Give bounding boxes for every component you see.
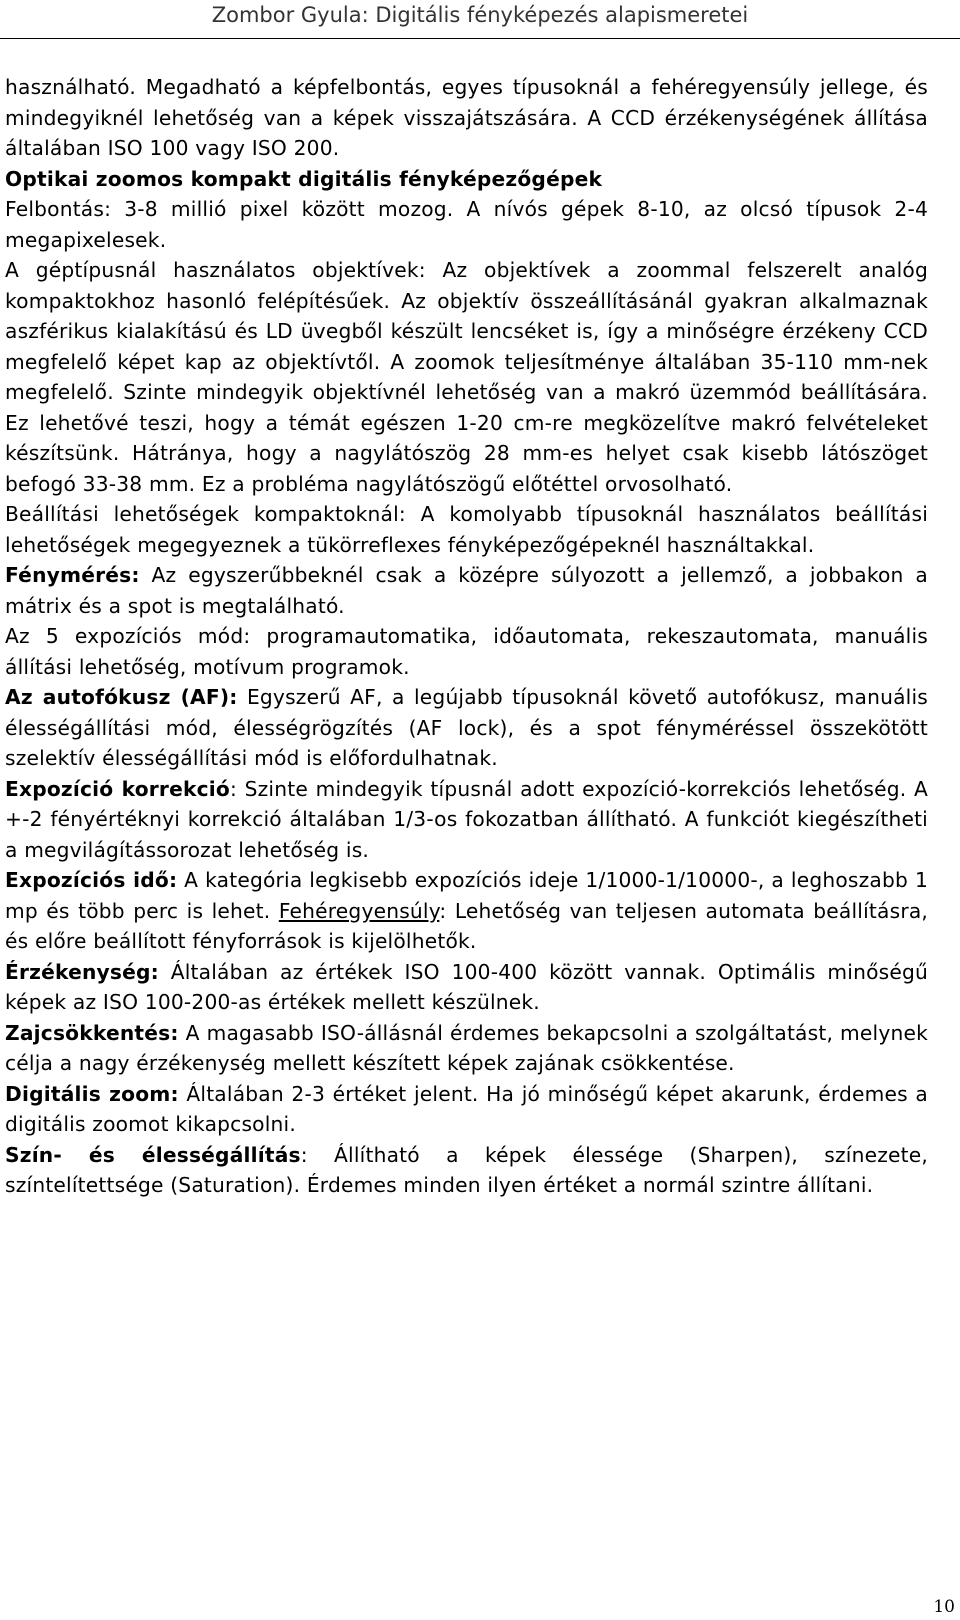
paragraph-text: Beállítási lehetőségek kompaktoknál: A komolyabb típusoknál használatos beállítási lehetőségek megegyeznek a tükörreflexes fényképezőgépeknél használtakkal.: [5, 502, 928, 557]
term-label: Expozíció korrekció: [5, 776, 230, 801]
paragraph: [5, 1018, 928, 1079]
paragraph: [5, 774, 928, 866]
paragraph-text: : Lehetőség van teljesen automata beállításra, és előre beállított fényforrások is kijelölhetők.: [5, 898, 929, 953]
paragraph-text: Általában 2-3 értéket jelent. Ha jó minőségű képet akarunk, érdemes a digitális zoomot kikapcsolni.: [5, 1081, 928, 1136]
paragraph-text: használható. Megadható a képfelbontás, egyes típusoknál a fehéregyensúly jellege, és mindegyiknél lehetőség van a képek visszajátszására. A CCD érzékenységének állítása általában ISO 100 vagy ISO 200.: [5, 75, 928, 160]
term-label: Digitális zoom:: [5, 1081, 179, 1106]
paragraph: [5, 957, 928, 1018]
paragraph-text: Az egyszerűbbeknél csak a középre súlyozott a jellemző, a jobbakon a mátrix és a spot is megtalálható.: [5, 563, 928, 618]
term-label: Fénymérés:: [5, 563, 140, 587]
paragraph: [5, 1140, 928, 1201]
paragraph-text: : Szinte mindegyik típusnál adott expozíció-korrekciós lehetőség. A +-2 fényértéknyi korrekció általában 1/3-os fokozatban állítható. A funkciót kiegészítheti a megvilágítássorozat lehetőség is.: [5, 776, 928, 862]
paragraph: [5, 255, 928, 499]
term-label: Az autofókusz (AF):: [5, 685, 238, 709]
paragraph-text: : Állítható a képek élessége (Sharpen), színezete, színtelítettsége (Saturation). Érdemes minden ilyen értéket a normál szintre állítani.: [5, 1142, 928, 1197]
paragraph: [5, 865, 928, 957]
paragraph: [5, 621, 928, 682]
paragraph-text: A géptípusnál használatos objektívek: Az objektívek a zoommal felszerelt analóg kompaktokhoz hasonló felépítésűek. Az objektív összeállításánál gyakran alkalmaznak aszférikus kialakítású és LD üvegből készült lencséket is, így a minőségre érzékeny CCD megfelelő képet kap az objektívtől. A zoomok teljesítménye általában 35-110 mm-nek megfelelő. Szinte mindegyik objektívnél lehetőség van a makró üzemmód beállítására. Ez lehetővé teszi, hogy a témát egészen 1-20 cm-re megközelítve makró felvételeket készítsünk. Hátránya, hogy a nagylátószög 28 mm-es helyet csak kisebb látószöget befogó 33-38 mm. Ez a probléma nagylátószögű előtéttel orvosolható.: [5, 258, 928, 496]
paragraph: [5, 499, 928, 560]
running-header: Zombor Gyula: Digitális fényképezés alapismeretei: [211, 3, 749, 27]
paragraph: [5, 72, 928, 164]
section-heading: [5, 164, 928, 195]
paragraph: [5, 1079, 928, 1140]
paragraph-text: Általában az értékek ISO 100-400 között vannak. Optimális minőségű képek az ISO 100-200-as értékek mellett készülnek.: [5, 959, 928, 1014]
heading-text: Optikai zoomos kompakt digitális fényképezőgépek: [5, 166, 603, 191]
paragraph: [5, 560, 928, 621]
term-label: Expozíciós idő:: [5, 868, 178, 892]
term-label: Érzékenység:: [5, 959, 159, 984]
term-label: Zajcsökkentés:: [5, 1020, 179, 1045]
body-text: [5, 72, 928, 1201]
term-label: Szín- és élességállítás: [5, 1142, 301, 1167]
paragraph-text: Egyszerű AF, a legújabb típusoknál követő autofókusz, manuális élességállítási mód, élességrögzítés (AF lock), és a spot fényméréssel összekötött szelektív élességállítási mód is előfordulhatnak.: [5, 685, 928, 770]
paragraph-text: A kategória legkisebb expozíciós ideje 1/1000-1/10000-, a leghoszabb 1 mp és több perc is lehet.: [5, 868, 928, 923]
paragraph-text: A magasabb ISO-állásnál érdemes bekapcsolni a szolgáltatást, melynek célja a nagy érzékenység mellett készített képek zajának csökkentése.: [5, 1020, 928, 1075]
header-divider: [0, 38, 960, 39]
paragraph: [5, 682, 928, 774]
paragraph-text: Felbontás: 3-8 millió pixel között mozog. A nívós gépek 8-10, az olcsó típusok 2-4 megapixelesek.: [5, 197, 928, 252]
paragraph-text: Az 5 expozíciós mód: programautomatika, időautomata, rekeszautomata, manuális állítási lehetőség, motívum programok.: [5, 624, 928, 679]
underlined-term: Fehéregyensúly: [278, 898, 440, 923]
page-number: 10: [933, 1597, 955, 1617]
paragraph: [5, 194, 928, 255]
